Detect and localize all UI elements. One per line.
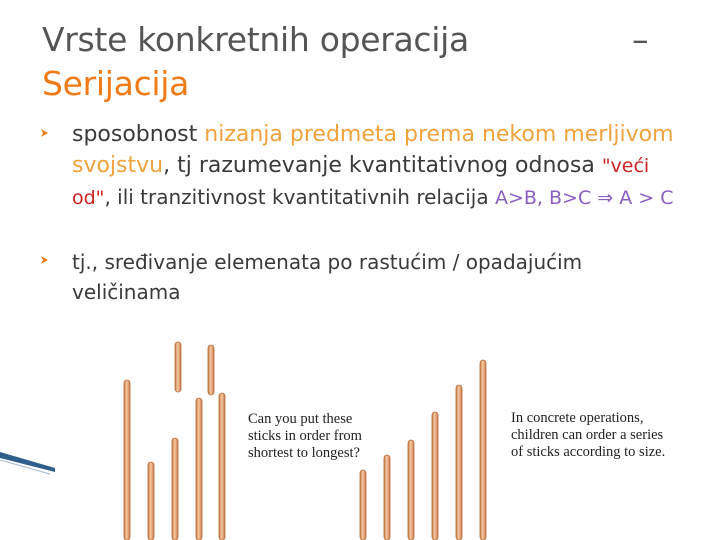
bullet-text-highlight: nizanja predmeta prema nekom merljivom svojstvu — [72, 122, 674, 178]
stick — [360, 470, 366, 540]
stick — [208, 345, 214, 395]
bullet-text-quote: "veći od" — [72, 155, 650, 209]
stick — [148, 462, 154, 540]
ordered-sticks — [360, 360, 486, 540]
bullet-text-ordering: tj., sređivanje elemenata po rastućim / opadajućim veličinama — [72, 250, 583, 304]
figure-caption-question: Can you put these sticks in order from shortest to longest? — [248, 411, 362, 461]
figure-caption-explanation: In concrete operations, children can order a series of sticks according to size. — [511, 410, 666, 460]
bullet-arrow-icon — [40, 128, 50, 138]
stick — [408, 440, 414, 540]
bullet-text-part: , ili tranzitivnost kvantitativnih relacija — [104, 185, 495, 209]
bullet-arrow-icon — [40, 255, 50, 265]
bullet-text-part: sposobnost — [72, 122, 205, 147]
slide-title — [42, 18, 682, 106]
stick — [384, 455, 390, 540]
slide-subtitle: Serijacija — [42, 64, 190, 103]
stick — [480, 360, 486, 540]
stick — [432, 412, 438, 540]
bullet-text-relation: A>B, B>C ⇒ A > C — [494, 187, 674, 209]
title-dash: – — [632, 20, 649, 59]
stick — [456, 385, 462, 540]
bullet-text-part: , tj razumevanje kvantitativnog odnosa — [163, 153, 602, 178]
stick — [196, 398, 202, 540]
bullet-text-seriation — [72, 119, 682, 214]
stick — [172, 438, 178, 540]
stick — [219, 393, 225, 540]
unordered-sticks — [124, 342, 225, 540]
title-text: Vrste konkretnih operacija — [42, 20, 469, 59]
stick — [124, 380, 130, 540]
stick — [175, 342, 181, 392]
